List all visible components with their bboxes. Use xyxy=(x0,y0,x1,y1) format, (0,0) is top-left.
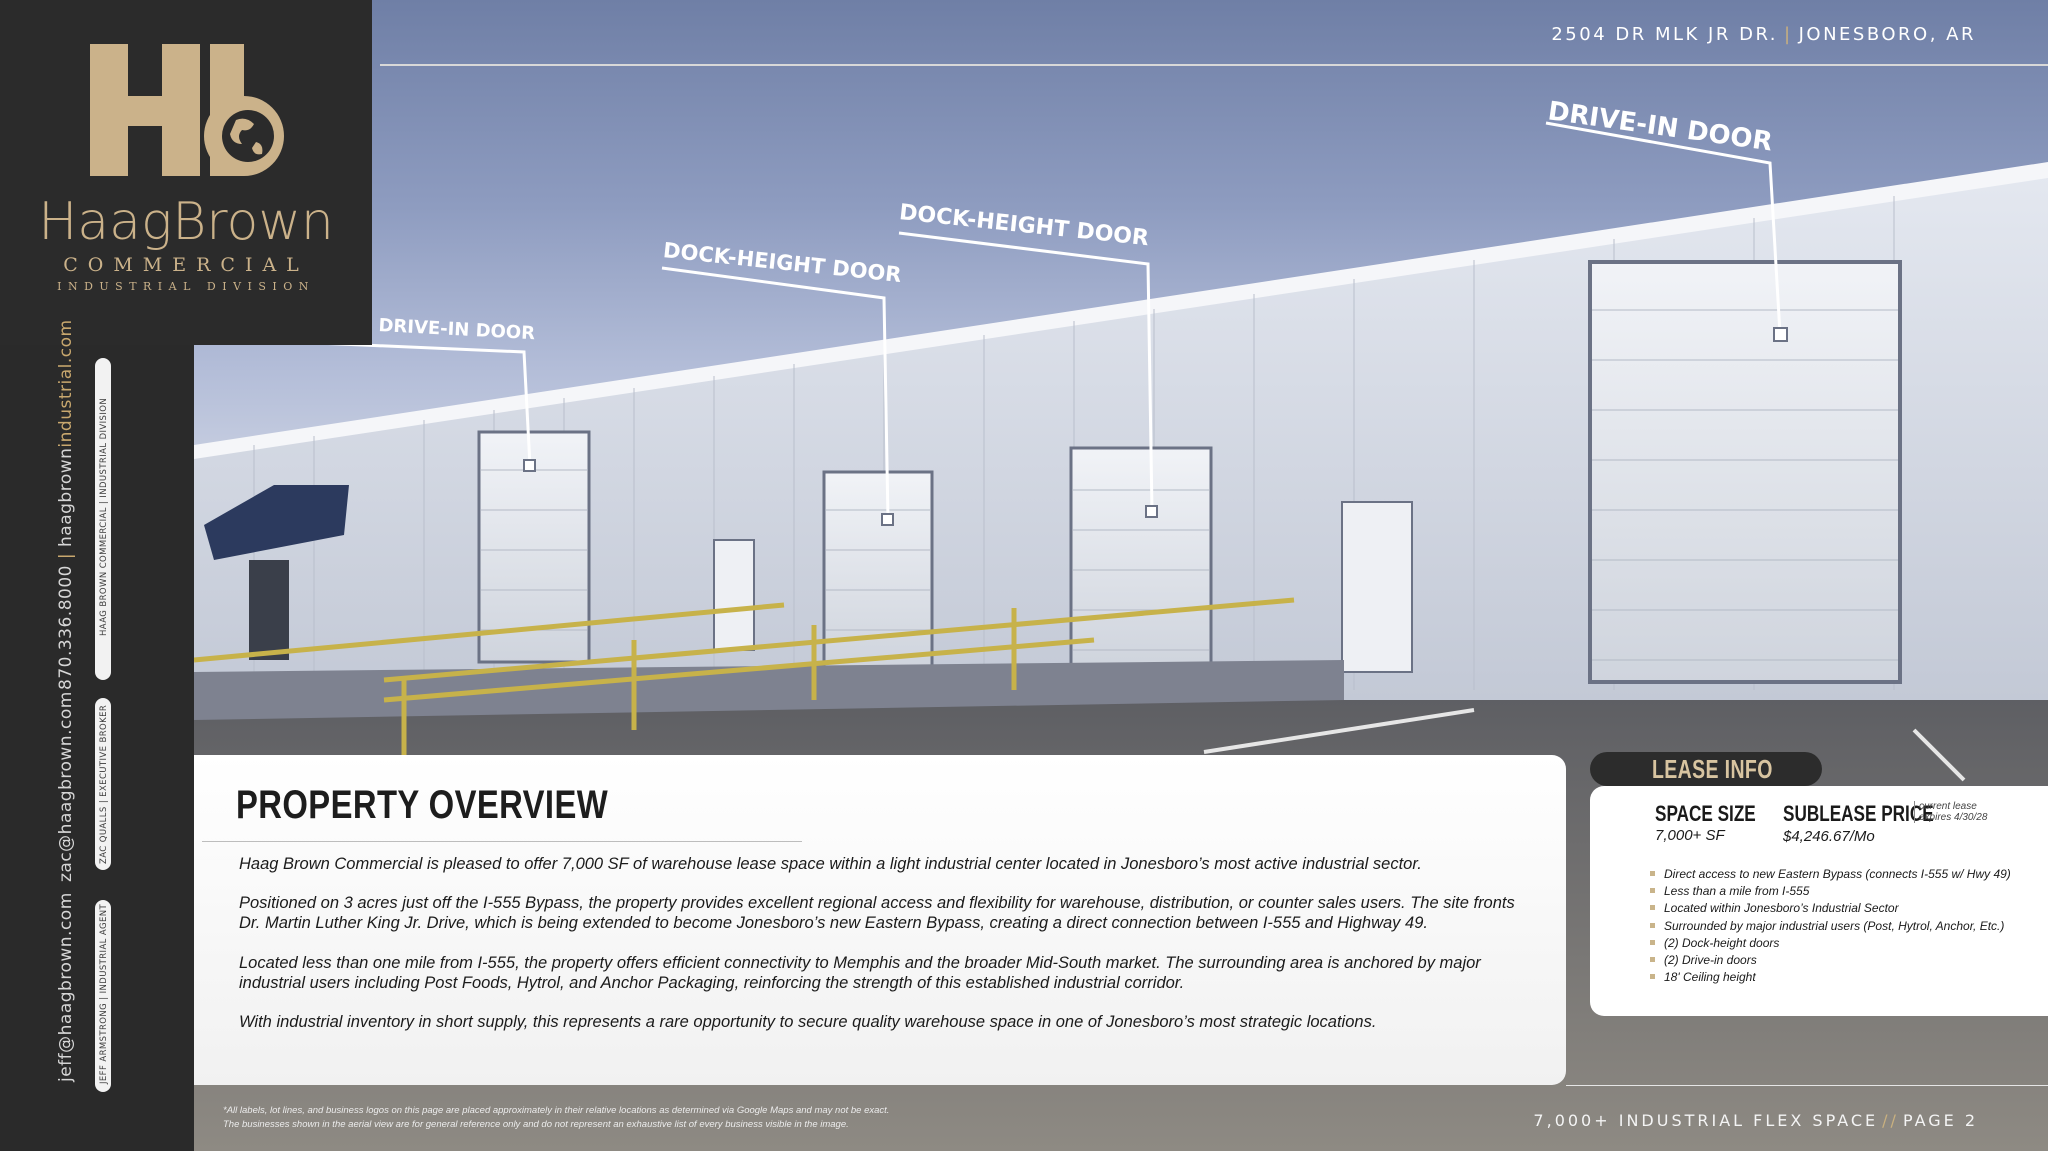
lease-feature: (2) Dock-height doors xyxy=(1650,935,2011,952)
lease-feature: Direct access to new Eastern Bypass (connects I-555 w/ Hwy 49) xyxy=(1650,866,2011,883)
lease-note-line-2: expires 4/30/28 xyxy=(1919,812,1988,823)
lease-feature: Less than a mile from I-555 xyxy=(1650,883,2011,900)
brand-division: INDUSTRIAL DIVISION xyxy=(57,280,315,293)
space-size-value: 7,000+ SF xyxy=(1655,827,1725,844)
website-suffix[interactable]: industrial.com xyxy=(56,319,76,448)
property-address xyxy=(1551,24,1976,45)
zac-pill-label: ZAC QUALLS | EXECUTIVE BROKER xyxy=(99,704,109,864)
overview-title: PROPERTY OVERVIEW xyxy=(236,783,609,827)
sublease-price-value: $4,246.67/Mo xyxy=(1783,828,1875,845)
footnote xyxy=(223,1104,889,1132)
phone-number[interactable]: 870.336.8000 xyxy=(56,565,76,690)
zac-email[interactable]: zac@haagbrown.com xyxy=(56,691,76,882)
lease-features-list xyxy=(1650,866,2011,986)
lease-expiry-note xyxy=(1914,801,1987,823)
jeff-email[interactable]: jeff@haagbrown.com xyxy=(56,892,76,1082)
lease-feature: (2) Drive-in doors xyxy=(1650,952,2011,969)
overview-rule xyxy=(202,841,802,842)
overview-paragraph-2: Positioned on 3 acres just off the I-555 Bypass, the property provides excellent regional access and flexibility for warehouse, distribution, or counter sales users. The site fronts Dr. Martin Luther King Jr. Drive, which is being extended to become Jonesboro’s new Eastern Bypass, creating a direct connection between I-555 and Highway 49. xyxy=(239,894,1515,932)
callout-dock-height-door-left: DOCK-HEIGHT DOOR xyxy=(662,238,903,288)
page-footer xyxy=(1533,1111,1978,1130)
footer-separator: // xyxy=(1882,1111,1899,1130)
company-contact[interactable] xyxy=(56,319,76,690)
contact-separator: | xyxy=(56,546,76,560)
footer-rule xyxy=(1566,1085,2048,1086)
haagbrown-logo-icon xyxy=(90,44,290,184)
footnote-line-1: *All labels, lot lines, and business logos on this page are placed approximately in their relative locations as determined via Google Maps and may not be exact. xyxy=(223,1105,890,1116)
lease-feature: 18' Ceiling height xyxy=(1650,969,2011,986)
lease-feature: Located within Jonesboro’s Industrial Sector xyxy=(1650,900,2011,917)
page-number: PAGE 2 xyxy=(1902,1111,1978,1130)
property-overview-card xyxy=(194,755,1566,1085)
company-pill-label: HAAG BROWN COMMERCIAL | INDUSTRIAL DIVISION xyxy=(99,397,109,636)
overview-paragraph-3: Located less than one mile from I-555, the property offers efficient connectivity to Memphis and the broader Mid-South market. The surrounding area is anchored by major industrial users including Post Foods, Hytrol, and Anchor Packaging, reinforcing the strength of this established industrial corridor. xyxy=(239,954,1481,992)
callout-dock-height-door-right: DOCK-HEIGHT DOOR xyxy=(898,200,1150,252)
space-size-label: SPACE SIZE xyxy=(1655,801,1756,826)
lease-note-line-1: current lease xyxy=(1919,801,1977,812)
lease-info-title: LEASE INFO xyxy=(1652,754,1773,784)
brand-panel xyxy=(0,0,372,345)
address-street: 2504 DR MLK JR DR. xyxy=(1551,24,1779,45)
jeff-pill-label: JEFF ARMSTRONG | INDUSTRIAL AGENT xyxy=(99,903,109,1084)
address-city: JONESBORO, AR xyxy=(1798,24,1976,45)
overview-paragraph-1: Haag Brown Commercial is pleased to offer 7,000 SF of warehouse lease space within a light industrial center located in Jonesboro’s most active industrial sector. xyxy=(239,855,1422,873)
overview-paragraph-4: With industrial inventory in short supply, this represents a rare opportunity to secure quality warehouse space in one of Jonesboro’s most strategic locations. xyxy=(239,1013,1377,1031)
header-rule xyxy=(380,64,2048,66)
lease-info-card xyxy=(1590,786,2048,1016)
lease-feature: Surrounded by major industrial users (Post, Hytrol, Anchor, Etc.) xyxy=(1650,918,2011,935)
brand-subtitle: COMMERCIAL xyxy=(63,254,309,276)
callout-drive-in-door-right: DRIVE-IN DOOR xyxy=(1546,96,1775,158)
address-separator: | xyxy=(1784,24,1793,45)
callout-drive-in-door-left: DRIVE-IN DOOR xyxy=(378,315,536,345)
website-prefix[interactable]: haagbrown xyxy=(56,447,76,547)
footnote-line-2: The businesses shown in the aerial view are for general reference only and do not represent an exhaustive list of every business visible in the image. xyxy=(223,1119,849,1130)
brand-name: HaagBrown xyxy=(38,192,334,252)
sublease-price-label: SUBLEASE PRICE xyxy=(1783,801,1934,826)
listing-title: 7,000+ INDUSTRIAL FLEX SPACE xyxy=(1533,1111,1879,1130)
lease-info-tab xyxy=(1590,752,1822,786)
